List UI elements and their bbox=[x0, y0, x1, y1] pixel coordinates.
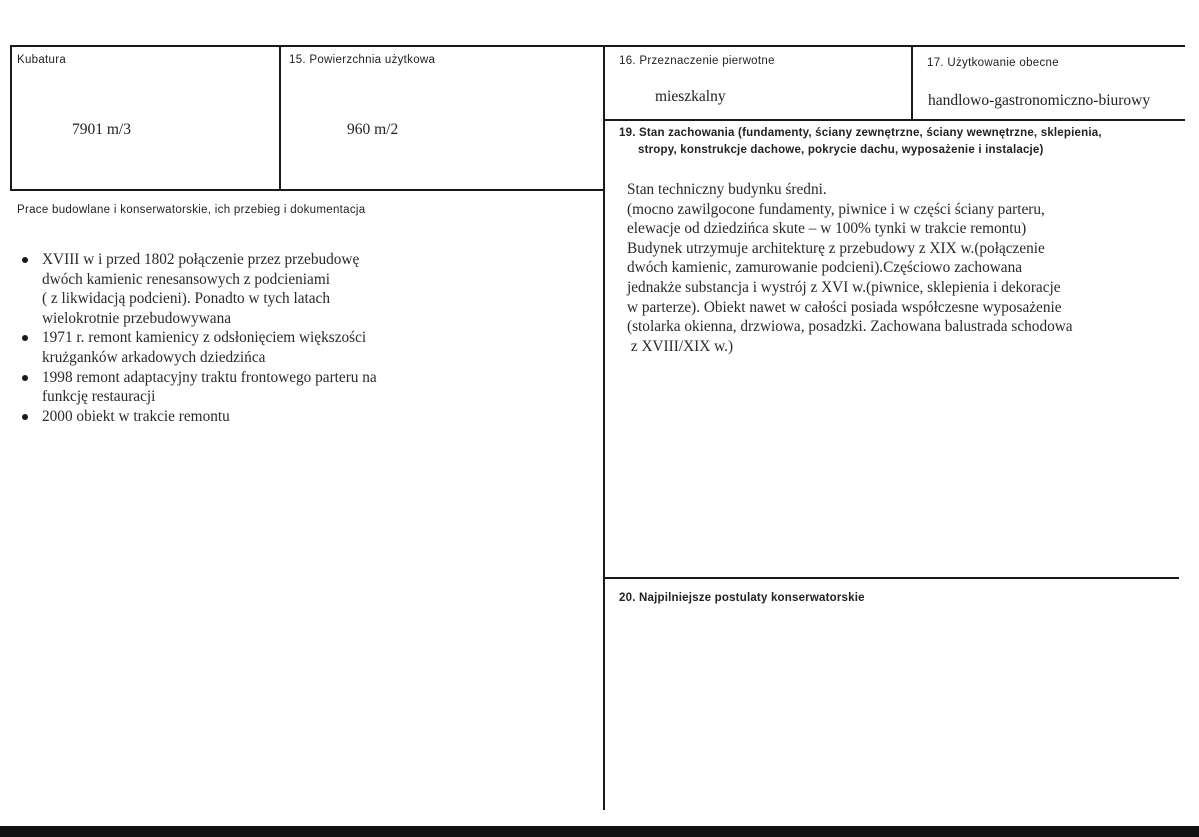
stan-line: Budynek utrzymuje architekturę z przebudowy z XIX w.(połączenie bbox=[627, 239, 1045, 257]
bullet-icon bbox=[22, 414, 28, 420]
list-item: 1998 remont adaptacyjny traktu frontowego parteru na funkcję restauracji bbox=[16, 368, 377, 407]
stan-line: Stan techniczny budynku średni. bbox=[627, 181, 827, 198]
stan-label-line2: stropy, konstrukcje dachowe, pokrycie dachu, wyposażenie i instalacje) bbox=[638, 144, 1044, 156]
kubatura-value: 7901 m/3 bbox=[72, 121, 131, 138]
list-item: 2000 obiekt w trakcie remontu bbox=[16, 407, 377, 427]
stan-line: (mocno zawilgocone fundamenty, piwnice i w części ściany parteru, bbox=[627, 200, 1045, 218]
row-divider-right-bottom bbox=[603, 577, 1179, 579]
top-border-line bbox=[10, 45, 1185, 47]
stan-label-line1: 19. Stan zachowania (fundamenty, ściany zewnętrzne, ściany wewnętrzne, sklepienia, bbox=[619, 127, 1102, 139]
bullet-icon bbox=[22, 335, 28, 341]
prace-list bbox=[16, 250, 377, 426]
list-item: 1971 r. remont kamienicy z odsłonięciem większości krużganków arkadowych dziedzińca bbox=[16, 328, 377, 367]
stan-line: z XVIII/XIX w.) bbox=[627, 337, 734, 355]
scan-bottom-edge bbox=[0, 826, 1199, 837]
left-border-line bbox=[10, 45, 12, 190]
stan-line: (stolarka okienna, drzwiowa, posadzki. Zachowana balustrada schodowa bbox=[627, 318, 1073, 336]
center-divider-line bbox=[603, 45, 605, 810]
uzytkowanie-label: 17. Użytkowanie obecne bbox=[927, 57, 1059, 69]
stan-line: dwóch kamienic, zamurowanie podcieni).Częściowo zachowana bbox=[627, 259, 1023, 277]
stan-line: w parterze). Obiekt nawet w całości posiada współczesne wyposażenie bbox=[627, 298, 1062, 316]
postulaty-label: 20. Najpilniejsze postulaty konserwatorskie bbox=[619, 592, 865, 604]
bullet-icon bbox=[22, 375, 28, 381]
powierzchnia-value: 960 m/2 bbox=[347, 121, 399, 138]
powierzchnia-label: 15. Powierzchnia użytkowa bbox=[289, 54, 436, 66]
stan-text bbox=[627, 180, 1073, 356]
przeznaczenie-label: 16. Przeznaczenie pierwotne bbox=[619, 55, 775, 67]
row-divider-right-top bbox=[603, 119, 1185, 121]
kubatura-label: Kubatura bbox=[17, 54, 67, 66]
list-item: XVIII w i przed 1802 połączenie przez przebudowę dwóch kamienic renesansowych z podcieniami ( z likwidacją podcieni). Ponadto w tych latach wielokrotnie przebudowywana bbox=[16, 250, 377, 328]
bullet-icon bbox=[22, 257, 28, 263]
row-divider-left bbox=[10, 189, 604, 191]
stan-line: jednakże substancja i wystrój z XVI w.(piwnice, sklepienia i dekoracje bbox=[627, 278, 1061, 296]
stan-line: elewacje od dziedzińca skute – w 100% tynki w trakcie remontu) bbox=[627, 220, 1027, 238]
prace-label: Prace budowlane i konserwatorskie, ich przebieg i dokumentacja bbox=[17, 204, 366, 216]
uzytkowanie-value: handlowo-gastronomiczno-biurowy bbox=[928, 92, 1151, 109]
divider-przeznaczenie-uzytkowanie bbox=[911, 45, 913, 120]
przeznaczenie-value: mieszkalny bbox=[655, 88, 726, 105]
divider-kubatura-powierzchnia bbox=[279, 45, 281, 190]
